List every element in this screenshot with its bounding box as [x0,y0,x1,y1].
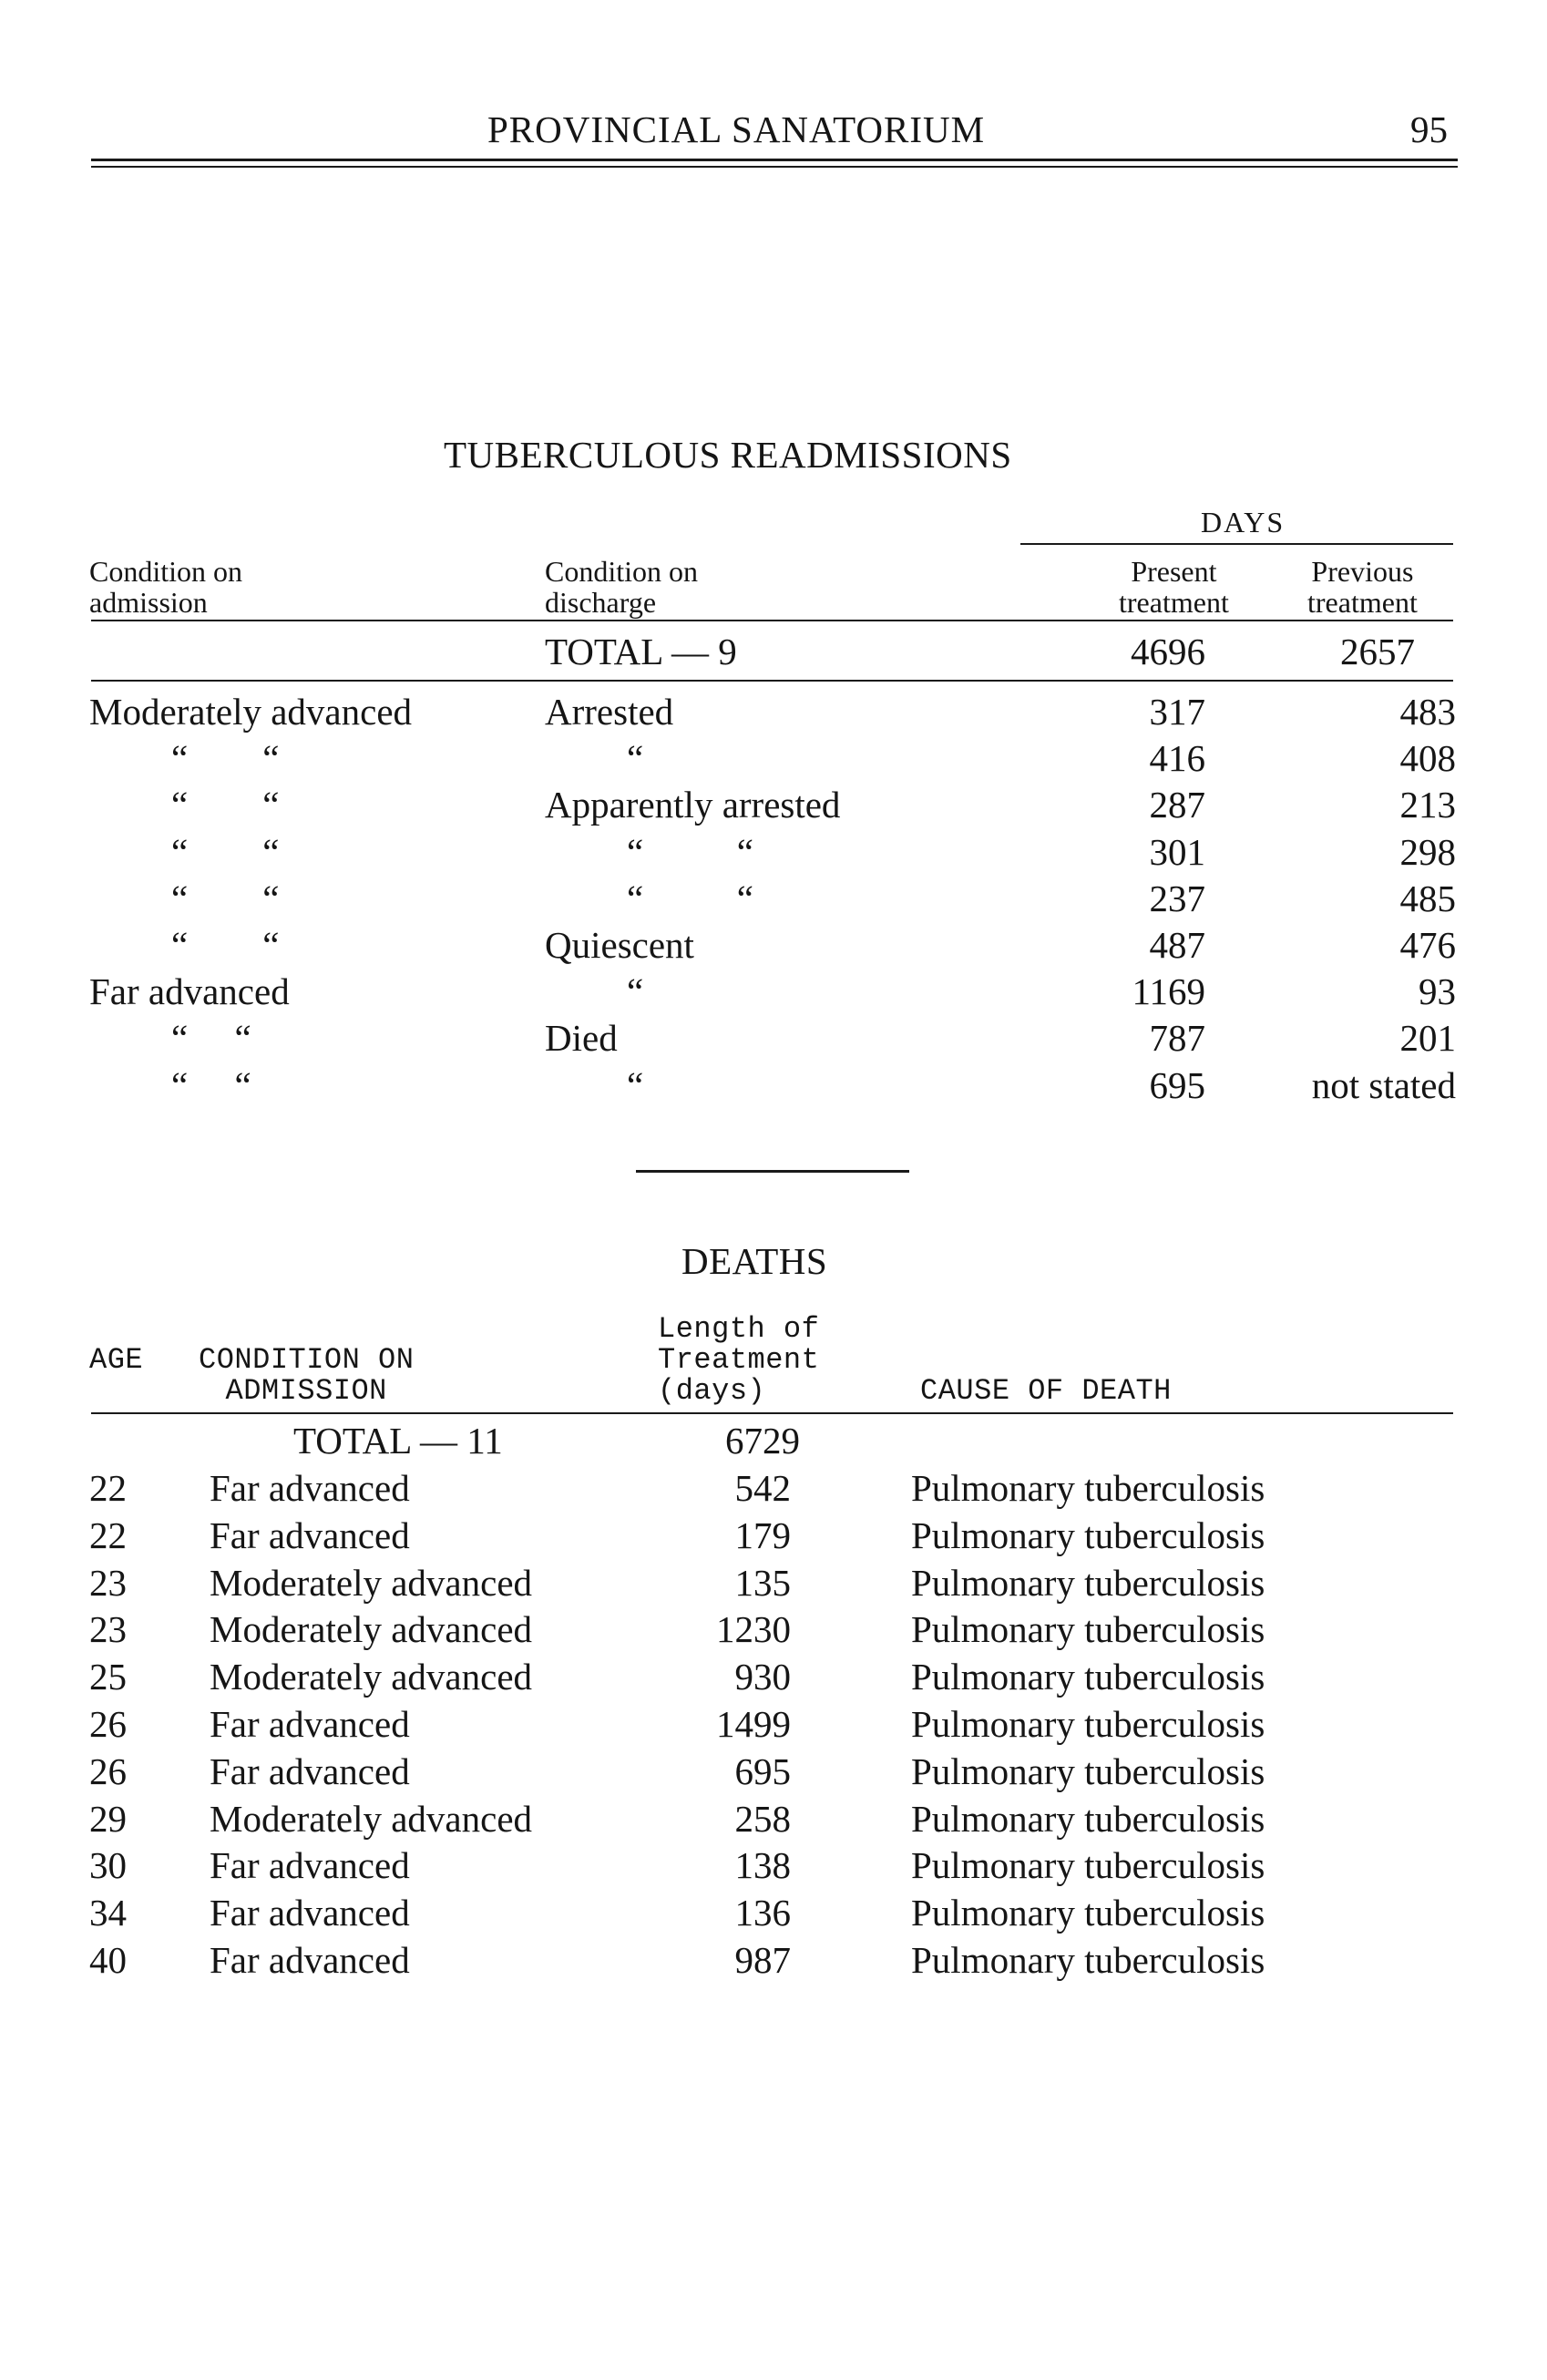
readmission-previous-cell: 213 [1399,784,1456,826]
readmission-admission-cell: “ “ [171,737,280,780]
col-previous-header [1307,556,1418,618]
death-condition-cell: Moderately advanced [210,1561,533,1604]
death-age-cell: 22 [89,1513,127,1556]
death-cause-cell: Pulmonary tuberculosis [911,1608,1265,1651]
death-condition-cell: Moderately advanced [210,1608,533,1651]
readmissions-header-rule [91,620,1453,621]
death-condition-cell: Far advanced [210,1749,410,1792]
readmission-present-cell: 301 [1149,830,1205,873]
death-row [0,1606,1547,1653]
deaths-header-rule [91,1412,1453,1414]
death-cause-cell: Pulmonary tuberculosis [911,1467,1265,1509]
death-row [0,1796,1547,1842]
readmission-row [0,689,1547,735]
death-days-cell: 695 [734,1749,791,1792]
header-rule-top [91,159,1458,161]
readmission-row [0,969,1547,1015]
death-age-cell: 34 [89,1892,127,1934]
readmission-present-cell: 787 [1149,1017,1205,1060]
col-condition-line1: CONDITION ON [199,1343,415,1377]
col-length-header [658,1314,819,1407]
death-row [0,1560,1547,1606]
readmission-admission-cell: “ “ [171,830,280,873]
readmission-discharge-cell: “ “ [627,877,753,919]
readmissions-total-previous: 2657 [1340,631,1415,672]
readmission-row [0,876,1547,922]
readmission-previous-cell: 476 [1399,924,1456,966]
death-row [0,1890,1547,1936]
death-age-cell: 26 [89,1749,127,1792]
readmission-previous-cell: 201 [1399,1017,1456,1060]
readmission-present-cell: 237 [1149,877,1205,919]
readmission-discharge-cell: Quiescent [545,924,694,966]
days-group-rule [1020,543,1453,545]
readmission-discharge-cell: “ [627,970,644,1013]
death-condition-cell: Far advanced [210,1703,410,1745]
death-days-cell: 136 [734,1892,791,1934]
col-admission-line2: admission [89,586,208,619]
readmission-admission-cell: “ “ [171,877,280,919]
section-divider [636,1170,909,1173]
readmission-admission-cell: “ “ [171,924,280,966]
death-days-cell: 1230 [716,1608,791,1651]
readmission-admission-cell: Far advanced [89,970,290,1013]
death-age-cell: 30 [89,1844,127,1887]
col-present-header [1119,556,1229,618]
death-cause-cell: Pulmonary tuberculosis [911,1561,1265,1604]
readmission-previous-cell: not stated [1311,1063,1456,1106]
col-previous-line1: Previous [1311,555,1414,588]
readmission-discharge-cell: “ [627,1063,644,1106]
readmission-present-cell: 416 [1149,737,1205,780]
death-age-cell: 23 [89,1561,127,1604]
death-days-cell: 258 [734,1797,791,1840]
death-condition-cell: Far advanced [210,1892,410,1934]
header-rule-bottom [91,166,1458,168]
days-group-label: DAYS [1201,506,1286,539]
death-age-cell: 22 [89,1467,127,1509]
death-days-cell: 930 [734,1656,791,1698]
readmission-row [0,1062,1547,1109]
readmission-discharge-cell: “ [627,737,644,780]
readmission-row [0,922,1547,969]
readmissions-total-present: 4696 [1131,631,1205,672]
death-days-cell: 135 [734,1561,791,1604]
readmission-discharge-cell: Arrested [545,691,674,733]
readmission-present-cell: 317 [1149,691,1205,733]
col-admission-line1: Condition on [89,555,243,588]
readmission-previous-cell: 483 [1399,691,1456,733]
col-discharge-line2: discharge [545,586,657,619]
death-condition-cell: Far advanced [210,1467,410,1509]
col-discharge-header [545,556,698,618]
readmission-discharge-cell: “ “ [627,830,753,873]
death-condition-cell: Far advanced [210,1844,410,1887]
death-age-cell: 29 [89,1797,127,1840]
death-cause-cell: Pulmonary tuberculosis [911,1892,1265,1934]
death-cause-cell: Pulmonary tuberculosis [911,1656,1265,1698]
readmission-previous-cell: 298 [1399,830,1456,873]
death-condition-cell: Moderately advanced [210,1656,533,1698]
death-days-cell: 138 [734,1844,791,1887]
readmission-present-cell: 487 [1149,924,1205,966]
death-condition-cell: Far advanced [210,1513,410,1556]
death-row [0,1654,1547,1700]
readmission-row [0,782,1547,828]
col-present-line2: treatment [1119,586,1229,619]
death-cause-cell: Pulmonary tuberculosis [911,1844,1265,1887]
readmission-admission-cell: “ “ [171,1017,251,1060]
readmission-present-cell: 1169 [1132,970,1205,1013]
col-discharge-line1: Condition on [545,555,699,588]
col-present-line1: Present [1131,555,1217,588]
readmission-row [0,829,1547,876]
col-cause-header: CAUSE OF DEATH [920,1374,1172,1408]
death-days-cell: 1499 [716,1703,791,1745]
readmission-previous-cell: 485 [1399,877,1456,919]
readmissions-total-label: TOTAL — 9 [545,631,737,672]
death-row [0,1465,1547,1512]
death-cause-cell: Pulmonary tuberculosis [911,1939,1265,1981]
col-length-line3: (days) [658,1374,766,1408]
death-row [0,1513,1547,1559]
death-age-cell: 25 [89,1656,127,1698]
death-row [0,1937,1547,1984]
death-row [0,1701,1547,1748]
readmission-admission-cell: “ “ [171,1063,251,1106]
col-age-header: AGE [89,1343,144,1377]
page-number: 95 [1410,108,1448,150]
readmission-admission-cell: “ “ [171,784,280,826]
deaths-total-days: 6729 [725,1420,800,1462]
readmissions-total-rule [91,680,1453,682]
col-length-line1: Length of [658,1312,820,1346]
running-header-title: PROVINCIAL SANATORIUM [487,108,986,150]
death-condition-cell: Far advanced [210,1939,410,1981]
deaths-title: DEATHS [681,1240,828,1282]
readmission-previous-cell: 408 [1399,737,1456,780]
readmission-row [0,735,1547,782]
col-length-line2: Treatment [658,1343,820,1377]
col-condition-header [199,1345,414,1407]
death-days-cell: 987 [734,1939,791,1981]
readmissions-title: TUBERCULOUS READMISSIONS [444,434,1012,476]
death-days-cell: 542 [734,1467,791,1509]
deaths-total-label: TOTAL — 11 [293,1420,503,1462]
readmission-present-cell: 695 [1149,1063,1205,1106]
death-row [0,1749,1547,1795]
death-row [0,1842,1547,1889]
col-admission-header [89,556,242,618]
readmission-admission-cell: Moderately advanced [89,691,413,733]
death-age-cell: 26 [89,1703,127,1745]
col-condition-line2: ADMISSION [225,1374,387,1408]
death-age-cell: 40 [89,1939,127,1981]
readmission-previous-cell: 93 [1419,970,1456,1013]
death-cause-cell: Pulmonary tuberculosis [911,1513,1265,1556]
death-days-cell: 179 [734,1513,791,1556]
readmission-present-cell: 287 [1149,784,1205,826]
death-cause-cell: Pulmonary tuberculosis [911,1749,1265,1792]
col-previous-line2: treatment [1307,586,1418,619]
death-age-cell: 23 [89,1608,127,1651]
readmission-discharge-cell: Apparently arrested [545,784,841,826]
death-condition-cell: Moderately advanced [210,1797,533,1840]
death-cause-cell: Pulmonary tuberculosis [911,1703,1265,1745]
readmission-discharge-cell: Died [545,1017,618,1060]
readmission-row [0,1015,1547,1062]
death-cause-cell: Pulmonary tuberculosis [911,1797,1265,1840]
